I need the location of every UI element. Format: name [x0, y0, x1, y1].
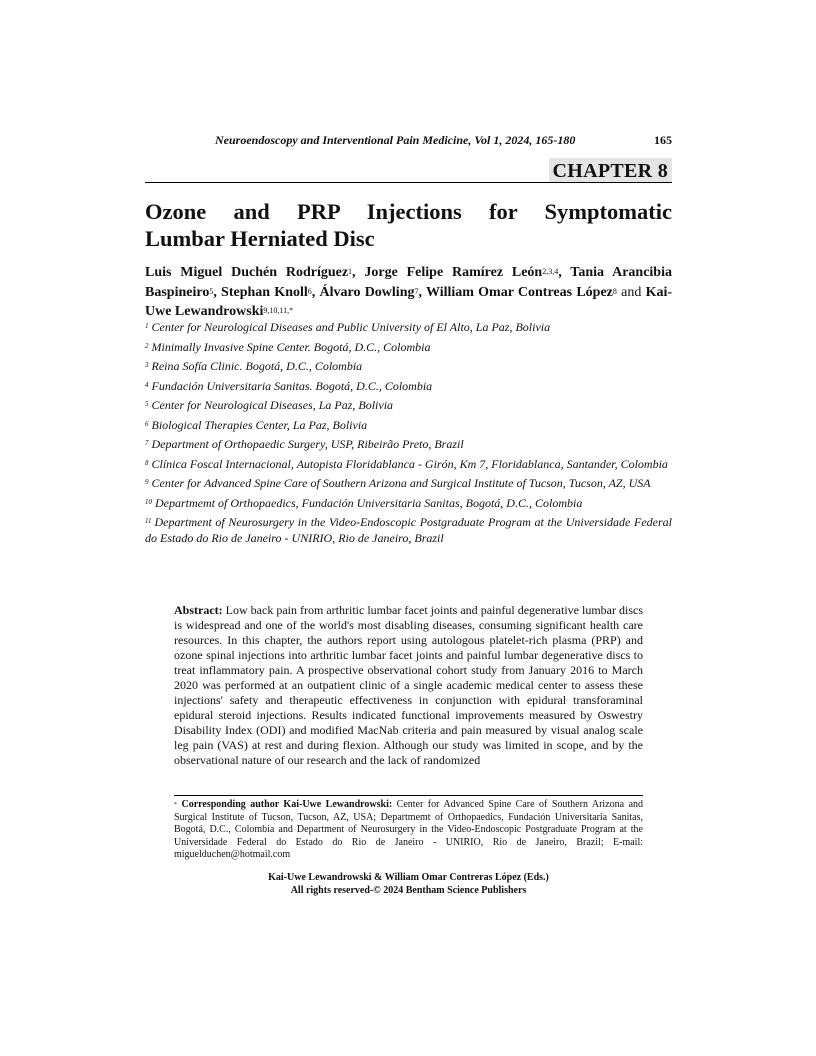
- affiliation-number: 10: [145, 497, 152, 506]
- affiliation-item: [145, 359, 672, 375]
- running-head: [145, 133, 672, 149]
- chapter-title: [145, 198, 672, 252]
- corresponding-author-footnote: [174, 799, 643, 862]
- author-affil-ref: 8: [612, 286, 617, 296]
- affiliation-text: Departmemt of Orthopaedics, Fundación Universitaria Sanitas, Bogotá, D.C., Colombia: [155, 495, 583, 510]
- editors-copyright: [174, 872, 643, 897]
- author-affil-ref: 5: [209, 286, 214, 296]
- affiliation-item: [145, 515, 672, 546]
- affiliation-text: Department of Neurosurgery in the Video-Endoscopic Postgraduate Program at the Universidade Federal do Estado do Rio de Janeiro - UNIRIO, Rio de Janeiro, Brazil: [145, 515, 672, 545]
- affiliation-text: Center for Neurological Diseases, La Paz, Bolivia: [151, 398, 394, 412]
- affiliation-text: Reina Sofía Clinic. Bogotá, D.C., Colombia: [151, 359, 363, 373]
- affiliation-number: 7: [145, 439, 149, 447]
- author-affil-ref: 9,10,11,*: [263, 306, 294, 315]
- editors-line: Kai-Uwe Lewandrowski & William Omar Contreras López (Eds.): [268, 872, 549, 883]
- affiliation-number: 1: [145, 322, 149, 330]
- title-line-1: Ozone and PRP Injections for Symptomatic: [145, 199, 672, 224]
- abstract-text: Low back pain from arthritic lumbar facet joints and painful degenerative lumbar discs is widespread and one of the world's most disabling diseases, consuming significant health care resources. In this chapter, the authors report using autologous platelet-rich plasma (PRP) and ozone spinal injections into arthritic lumbar facet joints and painful lumbar degenerative discs to treat inflammatory pain. A prospective observational cohort study from January 2016 to March 2020 was performed at an outpatient clinic of a single academic medical center to assess these injections' safety and therapeutic effectiveness in conjunction with epidural transforaminal epidural steroid injections. Results indicated functional improvements measured by Oswestry Disability Index (ODI) and modified MacNab criteria and pain measured by visual analog scale leg pain (VAS) at rest and during flexion. Although our study was limited in scope, and by the observational nature of our research and the lack of randomized: [174, 603, 644, 767]
- affiliation-text: Minimally Invasive Spine Center. Bogotá, D.C., Colombia: [151, 339, 431, 354]
- affiliation-number: 9: [145, 478, 149, 486]
- affiliation-number: 5: [145, 400, 149, 408]
- title-line-2: Lumbar Herniated Disc: [145, 226, 375, 251]
- affiliation-text: Department of Orthopaedic Surgery, USP, Ribeirão Preto, Brazil: [151, 437, 464, 451]
- affiliation-text: Clínica Foscal Internacional, Autopista Floridablanca - Girón, Km 7, Floridablanca, Santander, Colombia: [151, 456, 668, 471]
- affiliation-item: [145, 398, 672, 414]
- affiliation-text: Center for Advanced Spine Care of Southern Arizona and Surgical Institute of Tucson, Tucson, AZ, USA: [151, 476, 651, 490]
- affiliation-list: [145, 320, 672, 550]
- affiliation-number: 11: [145, 517, 152, 525]
- author-name: Luis Miguel Duchén Rodríguez: [145, 265, 349, 280]
- affiliation-number: 8: [145, 458, 149, 467]
- affiliation-number: 2: [145, 341, 149, 350]
- page-number: 165: [654, 133, 672, 147]
- abstract: [174, 603, 643, 768]
- affiliation-item: [145, 340, 672, 356]
- author-list: Luis Miguel Duchén Rodríguez$^1$, Jorge Felipe Ramírez León$^{2,3,4}$, Tania Arancibia Baspineiro$^5$, Stephan Knoll$^6$, Álvaro Dowling$^7$, William Omar Contreas López$^8$ and Kai-Uwe Lewandrowski$^{9,10,11,*}$: [145, 265, 673, 319]
- affiliation-number: 3: [145, 361, 149, 369]
- affiliation-text: Biological Therapies Center, La Paz, Bolivia: [151, 417, 368, 432]
- chapter-label: CHAPTER 8: [549, 158, 672, 183]
- affiliation-item: [145, 418, 672, 434]
- affiliation-text: Center for Neurological Diseases and Public University of El Alto, La Paz, Bolivia: [151, 320, 551, 334]
- affiliation-item: [145, 496, 672, 512]
- affiliation-number: 4: [145, 380, 149, 389]
- authors-conjunction: and: [621, 284, 642, 300]
- journal-citation: Neuroendoscopy and Interventional Pain Medicine, Vol 1, 2024, 165-180: [215, 133, 576, 147]
- affiliation-item: [145, 437, 672, 453]
- abstract-label: Abstract:: [174, 603, 223, 617]
- affiliation-number: 6: [145, 419, 149, 428]
- footnote-text: Center for Advanced Spine Care of Southern Arizona and Surgical Institute of Tucson, Tucson, AZ, USA; Departmemt of Orthopaedics, Fundación Universitaria Sanitas, Bogotá, D.C., Colombia and Department of Neurosurgery in the Video-Endoscopic Postgraduate Program at the Universidade Federal do Estado do Rio de Janeiro - UNIRIO, Rio de Janeiro, Brazil; E-mail: miguelduchen@hotmail.com: [174, 799, 644, 860]
- author-affil-ref: 2,3,4: [542, 267, 559, 276]
- affiliation-item: [145, 379, 672, 395]
- author-affil-ref: 1: [348, 267, 353, 276]
- author-name: Tania Arancibia Baspineiro: [145, 265, 672, 300]
- affiliation-item: [145, 320, 672, 336]
- chapter-divider: [145, 182, 672, 183]
- footnote-divider: [174, 795, 643, 796]
- footnote-marker: *: [174, 802, 177, 808]
- author-name: Álvaro Dowling: [319, 284, 415, 300]
- author-name: Stephan Knoll: [221, 284, 308, 300]
- affiliation-text: Fundación Universitaria Sanitas. Bogotá, D.C., Colombia: [151, 378, 433, 393]
- copyright-line: All rights reserved-© 2024 Bentham Science Publishers: [290, 884, 527, 896]
- author-name: Kai-Uwe Lewandrowski: [145, 284, 673, 319]
- footnote-lead: Corresponding author Kai-Uwe Lewandrowski:: [181, 799, 393, 810]
- author-affil-ref: 7: [414, 286, 419, 296]
- author-name: William Omar Contreas López: [425, 284, 613, 300]
- affiliation-item: [145, 476, 672, 492]
- author-affil-ref: 6: [307, 286, 312, 296]
- author-name: Jorge Felipe Ramírez León: [364, 265, 543, 280]
- affiliation-item: [145, 457, 672, 473]
